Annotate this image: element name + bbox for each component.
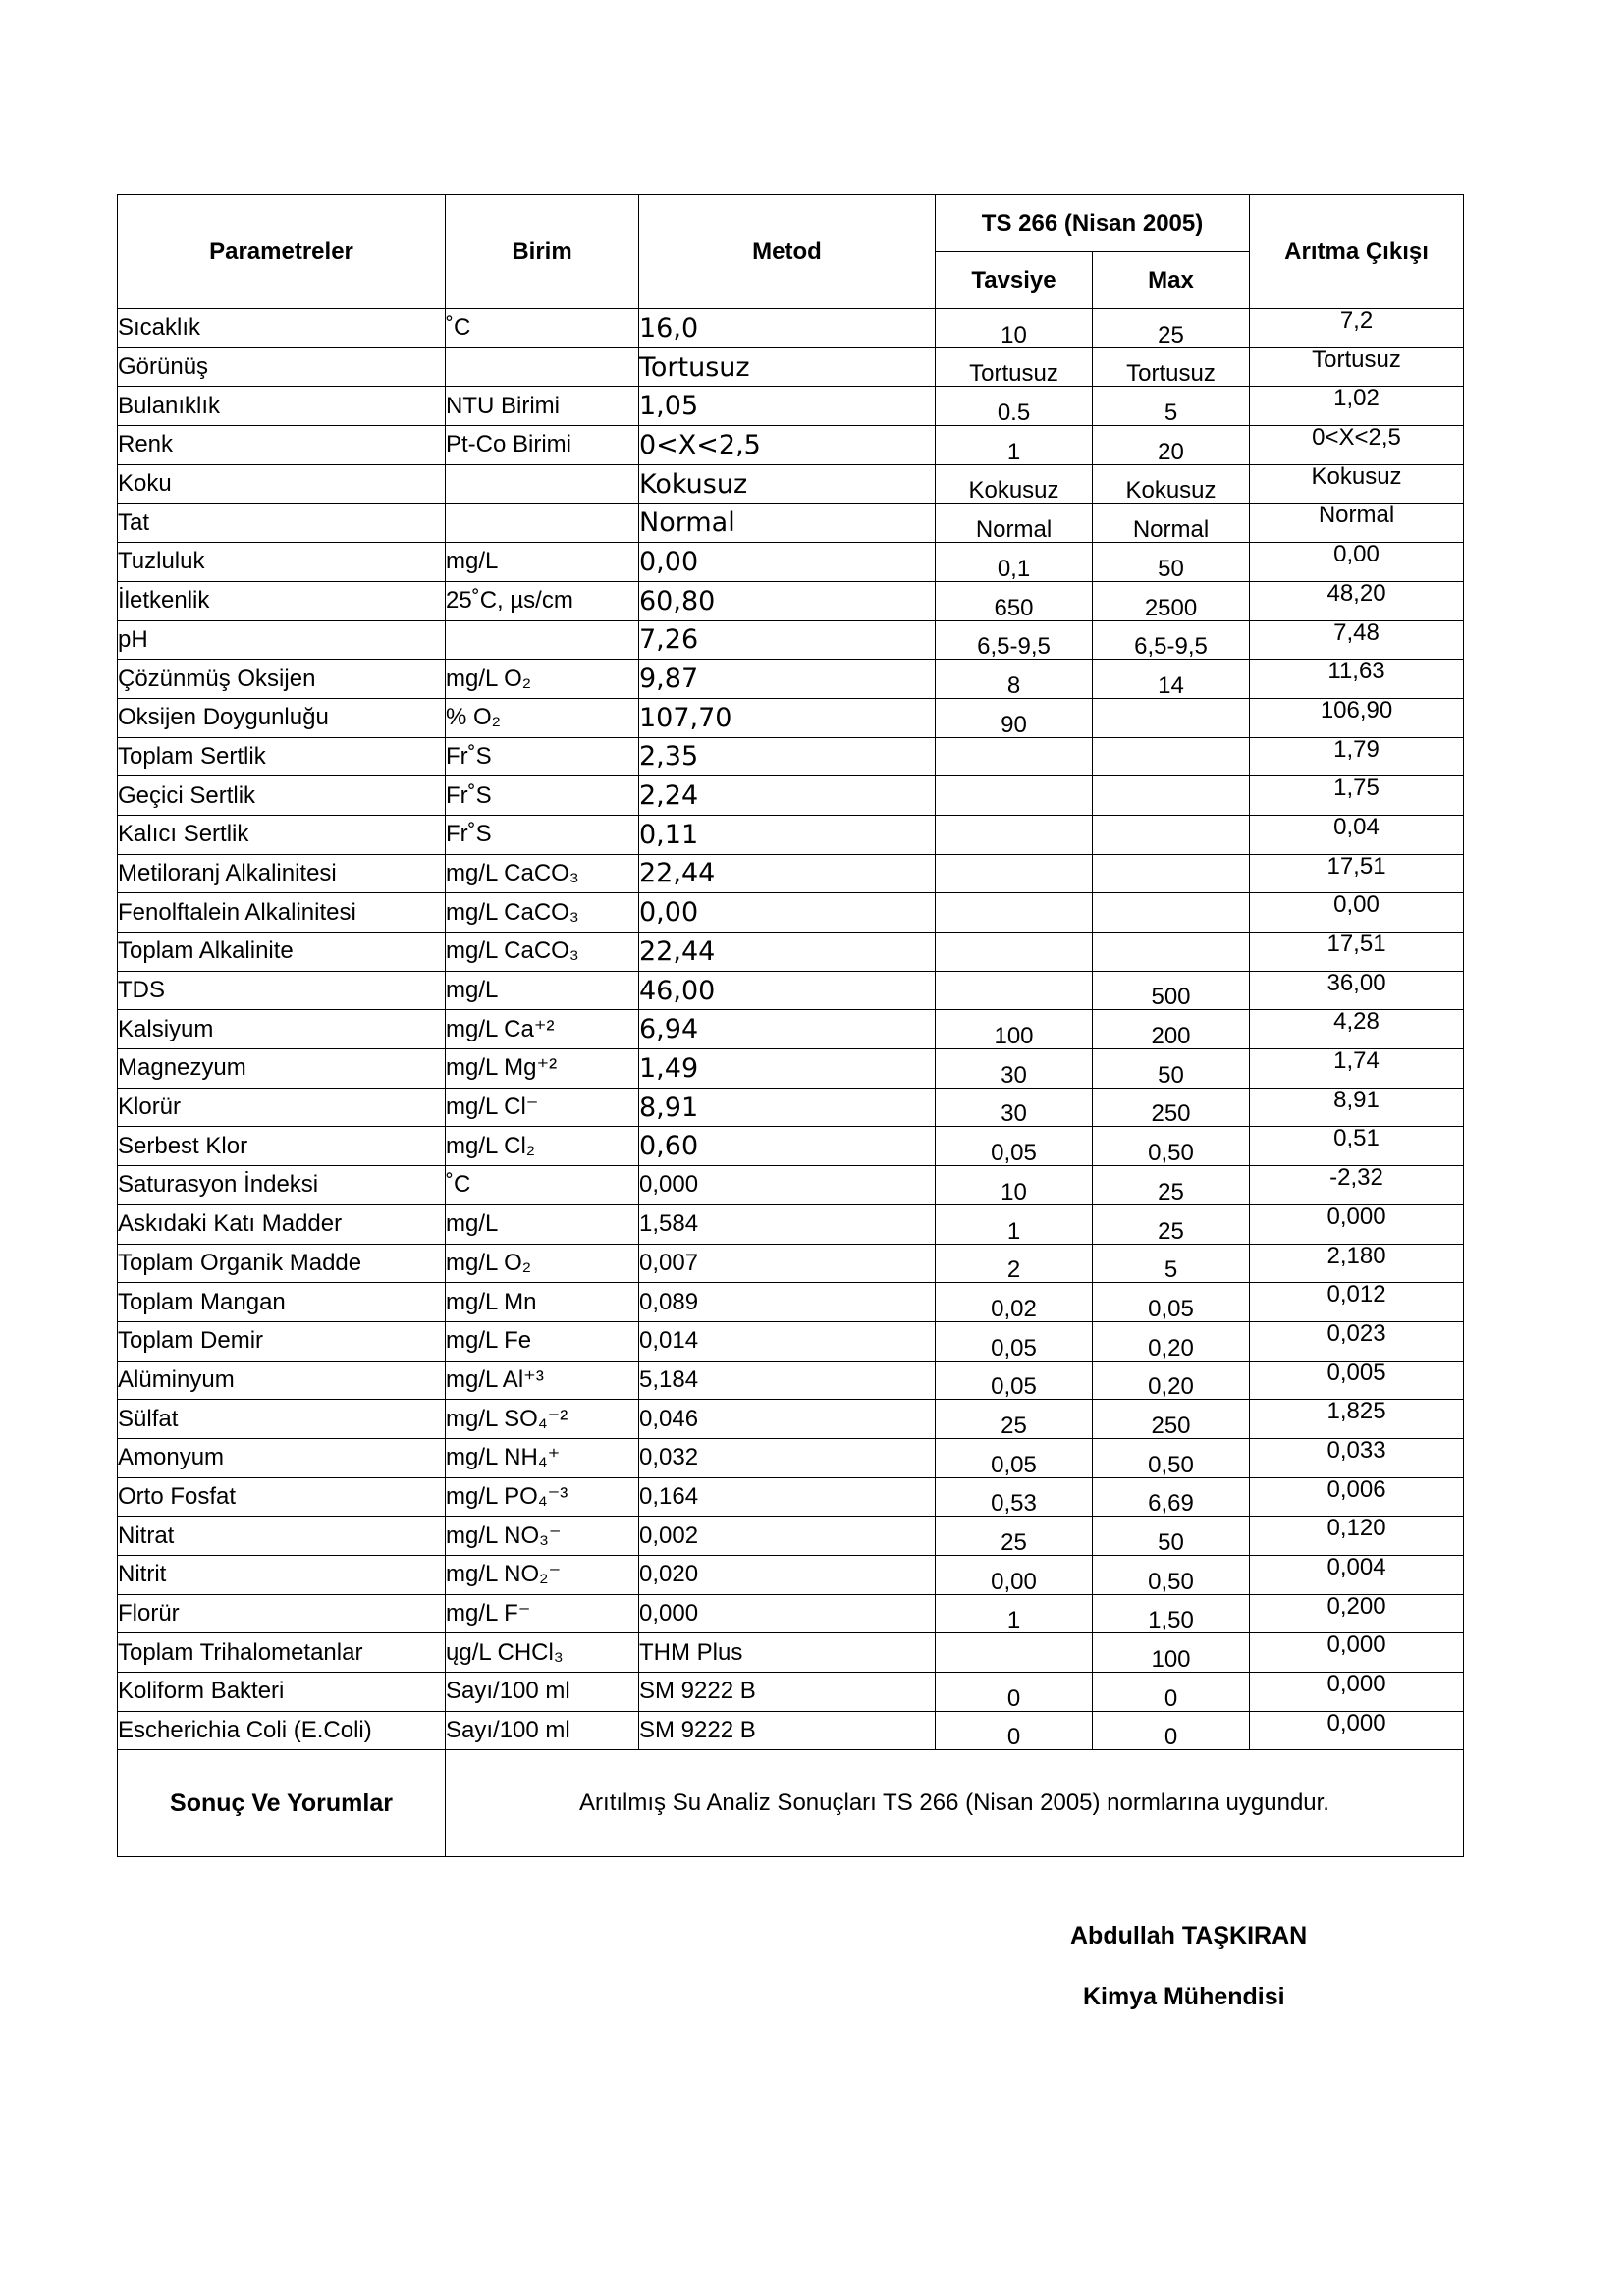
header-max: Max: [1093, 252, 1250, 309]
param-cell: Escherichia Coli (E.Coli): [118, 1711, 446, 1750]
max-cell: [1093, 815, 1250, 854]
table-row: [118, 504, 1464, 543]
method-cell: 0,00: [639, 543, 936, 582]
param-cell: Orto Fosfat: [118, 1477, 446, 1517]
result-text: Arıtılmış Su Analiz Sonuçları TS 266 (Nisan 2005) normlarına uygundur.: [446, 1750, 1464, 1857]
table-body: [118, 309, 1464, 1750]
output-cell: 1,825: [1250, 1400, 1464, 1439]
table-row: [118, 1361, 1464, 1400]
tavsiye-cell: 100: [936, 1010, 1093, 1049]
unit-cell: Fr˚S: [446, 737, 639, 776]
tavsiye-cell: [936, 893, 1093, 933]
method-cell: 22,44: [639, 933, 936, 972]
output-cell: 0,000: [1250, 1204, 1464, 1244]
param-cell: Askıdaki Katı Madder: [118, 1204, 446, 1244]
output-cell: 0,000: [1250, 1673, 1464, 1712]
output-cell: 0,012: [1250, 1283, 1464, 1322]
max-cell: 25: [1093, 1204, 1250, 1244]
unit-cell: mg/L NO₃⁻: [446, 1517, 639, 1556]
output-cell: 106,90: [1250, 698, 1464, 737]
table-row: [118, 347, 1464, 387]
output-cell: 17,51: [1250, 854, 1464, 893]
output-cell: Normal: [1250, 504, 1464, 543]
unit-cell: mg/L SO₄⁻²: [446, 1400, 639, 1439]
method-cell: 0,032: [639, 1438, 936, 1477]
max-cell: 0,50: [1093, 1127, 1250, 1166]
param-cell: Nitrat: [118, 1517, 446, 1556]
method-cell: 1,49: [639, 1049, 936, 1089]
output-cell: 0,51: [1250, 1127, 1464, 1166]
method-cell: 0,002: [639, 1517, 936, 1556]
table-row: [118, 776, 1464, 816]
tavsiye-cell: 30: [936, 1088, 1093, 1127]
max-cell: 0: [1093, 1673, 1250, 1712]
max-cell: 250: [1093, 1088, 1250, 1127]
table-row: [118, 660, 1464, 699]
table-row: [118, 737, 1464, 776]
table-row: [118, 1283, 1464, 1322]
max-cell: 50: [1093, 1517, 1250, 1556]
param-cell: Nitrit: [118, 1556, 446, 1595]
max-cell: 25: [1093, 1166, 1250, 1205]
unit-cell: [446, 347, 639, 387]
unit-cell: mg/L Fe: [446, 1321, 639, 1361]
method-cell: 16,0: [639, 309, 936, 348]
max-cell: 500: [1093, 971, 1250, 1010]
table-row: [118, 815, 1464, 854]
tavsiye-cell: [936, 1633, 1093, 1673]
tavsiye-cell: Normal: [936, 504, 1093, 543]
header-tavsiye: Tavsiye: [936, 252, 1093, 309]
max-cell: 200: [1093, 1010, 1250, 1049]
tavsiye-cell: 0,00: [936, 1556, 1093, 1595]
table-row: [118, 698, 1464, 737]
table-row: [118, 581, 1464, 620]
header-metod: Metod: [639, 195, 936, 309]
output-cell: -2,32: [1250, 1166, 1464, 1205]
table-row: [118, 1556, 1464, 1595]
param-cell: Oksijen Doygunluğu: [118, 698, 446, 737]
max-cell: [1093, 933, 1250, 972]
table-row: [118, 1244, 1464, 1283]
table-row: [118, 971, 1464, 1010]
max-cell: 0,20: [1093, 1361, 1250, 1400]
table-row: [118, 1010, 1464, 1049]
tavsiye-cell: 0,1: [936, 543, 1093, 582]
table-row: [118, 1400, 1464, 1439]
unit-cell: [446, 464, 639, 504]
param-cell: TDS: [118, 971, 446, 1010]
unit-cell: mg/L: [446, 1204, 639, 1244]
max-cell: [1093, 893, 1250, 933]
tavsiye-cell: [936, 776, 1093, 816]
param-cell: Toplam Demir: [118, 1321, 446, 1361]
tavsiye-cell: 1: [936, 1204, 1093, 1244]
unit-cell: mg/L Al⁺³: [446, 1361, 639, 1400]
output-cell: 0,000: [1250, 1633, 1464, 1673]
table-row: [118, 933, 1464, 972]
table-row: [118, 1127, 1464, 1166]
method-cell: 7,26: [639, 620, 936, 660]
param-cell: Klorür: [118, 1088, 446, 1127]
tavsiye-cell: 25: [936, 1517, 1093, 1556]
max-cell: 25: [1093, 309, 1250, 348]
max-cell: 50: [1093, 543, 1250, 582]
method-cell: 107,70: [639, 698, 936, 737]
param-cell: Geçici Sertlik: [118, 776, 446, 816]
output-cell: Tortusuz: [1250, 347, 1464, 387]
method-cell: Normal: [639, 504, 936, 543]
table-row: [118, 1204, 1464, 1244]
method-cell: 0,020: [639, 1556, 936, 1595]
tavsiye-cell: [936, 971, 1093, 1010]
table-row: [118, 620, 1464, 660]
output-cell: 36,00: [1250, 971, 1464, 1010]
method-cell: Kokusuz: [639, 464, 936, 504]
header-standard: TS 266 (Nisan 2005): [936, 195, 1250, 252]
unit-cell: mg/L Cl₂: [446, 1127, 639, 1166]
tavsiye-cell: 90: [936, 698, 1093, 737]
tavsiye-cell: 0,05: [936, 1127, 1093, 1166]
header-aritma-cikisi: Arıtma Çıkışı: [1250, 195, 1464, 309]
signature-name: Abdullah TAŞKIRAN: [1070, 1922, 1308, 1949]
header-birim: Birim: [446, 195, 639, 309]
param-cell: Alüminyum: [118, 1361, 446, 1400]
unit-cell: mg/L F⁻: [446, 1594, 639, 1633]
max-cell: 5: [1093, 1244, 1250, 1283]
max-cell: [1093, 698, 1250, 737]
tavsiye-cell: 0,05: [936, 1321, 1093, 1361]
tavsiye-cell: 25: [936, 1400, 1093, 1439]
output-cell: 2,180: [1250, 1244, 1464, 1283]
method-cell: 8,91: [639, 1088, 936, 1127]
method-cell: 0,164: [639, 1477, 936, 1517]
output-cell: 0,004: [1250, 1556, 1464, 1595]
max-cell: 0: [1093, 1711, 1250, 1750]
param-cell: pH: [118, 620, 446, 660]
unit-cell: mg/L CaCO₃: [446, 854, 639, 893]
max-cell: Tortusuz: [1093, 347, 1250, 387]
unit-cell: mg/L Ca⁺²: [446, 1010, 639, 1049]
param-cell: Kalsiyum: [118, 1010, 446, 1049]
unit-cell: ˚C: [446, 1166, 639, 1205]
signature-title: Kimya Mühendisi: [1083, 1983, 1285, 2010]
param-cell: Görünüş: [118, 347, 446, 387]
max-cell: 5: [1093, 387, 1250, 426]
table-row: [118, 464, 1464, 504]
output-cell: 4,28: [1250, 1010, 1464, 1049]
param-cell: Toplam Organik Madde: [118, 1244, 446, 1283]
param-cell: Serbest Klor: [118, 1127, 446, 1166]
unit-cell: mg/L NO₂⁻: [446, 1556, 639, 1595]
header-parametreler: Parametreler: [118, 195, 446, 309]
max-cell: 0,05: [1093, 1283, 1250, 1322]
param-cell: Magnezyum: [118, 1049, 446, 1089]
output-cell: 7,48: [1250, 620, 1464, 660]
unit-cell: [446, 620, 639, 660]
output-cell: 0,00: [1250, 893, 1464, 933]
tavsiye-cell: 0: [936, 1673, 1093, 1712]
method-cell: 0,007: [639, 1244, 936, 1283]
param-cell: Çözünmüş Oksijen: [118, 660, 446, 699]
max-cell: 20: [1093, 426, 1250, 465]
method-cell: 0,014: [639, 1321, 936, 1361]
analysis-table: [117, 194, 1464, 1857]
param-cell: Tuzluluk: [118, 543, 446, 582]
max-cell: 6,69: [1093, 1477, 1250, 1517]
tavsiye-cell: 8: [936, 660, 1093, 699]
max-cell: 6,5-9,5: [1093, 620, 1250, 660]
unit-cell: [446, 504, 639, 543]
max-cell: [1093, 776, 1250, 816]
method-cell: 2,24: [639, 776, 936, 816]
unit-cell: mg/L O₂: [446, 660, 639, 699]
table-row: [118, 309, 1464, 348]
param-cell: Kalıcı Sertlik: [118, 815, 446, 854]
output-cell: Kokusuz: [1250, 464, 1464, 504]
max-cell: 0,20: [1093, 1321, 1250, 1361]
method-cell: SM 9222 B: [639, 1673, 936, 1712]
method-cell: 0,11: [639, 815, 936, 854]
param-cell: Tat: [118, 504, 446, 543]
output-cell: 17,51: [1250, 933, 1464, 972]
tavsiye-cell: 0,02: [936, 1283, 1093, 1322]
table-row: [118, 426, 1464, 465]
unit-cell: ˚C: [446, 309, 639, 348]
param-cell: Koku: [118, 464, 446, 504]
unit-cell: NTU Birimi: [446, 387, 639, 426]
tavsiye-cell: 1: [936, 426, 1093, 465]
output-cell: 0,200: [1250, 1594, 1464, 1633]
table-row: [118, 1088, 1464, 1127]
param-cell: Sülfat: [118, 1400, 446, 1439]
tavsiye-cell: [936, 737, 1093, 776]
param-cell: Toplam Mangan: [118, 1283, 446, 1322]
tavsiye-cell: 0,05: [936, 1438, 1093, 1477]
output-cell: 0<X<2,5: [1250, 426, 1464, 465]
output-cell: 1,75: [1250, 776, 1464, 816]
method-cell: 6,94: [639, 1010, 936, 1049]
method-cell: 5,184: [639, 1361, 936, 1400]
output-cell: 1,79: [1250, 737, 1464, 776]
output-cell: 1,02: [1250, 387, 1464, 426]
output-cell: 0,023: [1250, 1321, 1464, 1361]
table-row: [118, 1321, 1464, 1361]
table-row: [118, 1166, 1464, 1205]
output-cell: 0,04: [1250, 815, 1464, 854]
tavsiye-cell: [936, 854, 1093, 893]
max-cell: 1,50: [1093, 1594, 1250, 1633]
unit-cell: 25˚C, µs/cm: [446, 581, 639, 620]
unit-cell: ųg/L CHCl₃: [446, 1633, 639, 1673]
max-cell: [1093, 854, 1250, 893]
tavsiye-cell: 0: [936, 1711, 1093, 1750]
param-cell: Toplam Alkalinite: [118, 933, 446, 972]
method-cell: 1,05: [639, 387, 936, 426]
method-cell: SM 9222 B: [639, 1711, 936, 1750]
unit-cell: mg/L CaCO₃: [446, 893, 639, 933]
tavsiye-cell: 650: [936, 581, 1093, 620]
tavsiye-cell: 0,53: [936, 1477, 1093, 1517]
table-row: [118, 543, 1464, 582]
header-row: [118, 195, 1464, 252]
method-cell: 0,60: [639, 1127, 936, 1166]
table-row: [118, 1517, 1464, 1556]
tavsiye-cell: 30: [936, 1049, 1093, 1089]
table-row: [118, 387, 1464, 426]
max-cell: Kokusuz: [1093, 464, 1250, 504]
table-row: [118, 1711, 1464, 1750]
param-cell: Toplam Sertlik: [118, 737, 446, 776]
max-cell: Normal: [1093, 504, 1250, 543]
tavsiye-cell: [936, 815, 1093, 854]
unit-cell: mg/L NH₄⁺: [446, 1438, 639, 1477]
unit-cell: Fr˚S: [446, 815, 639, 854]
unit-cell: mg/L Mn: [446, 1283, 639, 1322]
tavsiye-cell: 10: [936, 309, 1093, 348]
unit-cell: Pt-Co Birimi: [446, 426, 639, 465]
method-cell: 2,35: [639, 737, 936, 776]
max-cell: 250: [1093, 1400, 1250, 1439]
output-cell: 0,000: [1250, 1711, 1464, 1750]
unit-cell: Fr˚S: [446, 776, 639, 816]
unit-cell: % O₂: [446, 698, 639, 737]
tavsiye-cell: [936, 933, 1093, 972]
unit-cell: mg/L: [446, 971, 639, 1010]
output-cell: 0,120: [1250, 1517, 1464, 1556]
table-row: [118, 1049, 1464, 1089]
param-cell: Bulanıklık: [118, 387, 446, 426]
method-cell: 22,44: [639, 854, 936, 893]
method-cell: 1,584: [639, 1204, 936, 1244]
output-cell: 0,033: [1250, 1438, 1464, 1477]
param-cell: Koliform Bakteri: [118, 1673, 446, 1712]
unit-cell: mg/L Mg⁺²: [446, 1049, 639, 1089]
tavsiye-cell: 0,05: [936, 1361, 1093, 1400]
method-cell: 0,000: [639, 1594, 936, 1633]
tavsiye-cell: 0.5: [936, 387, 1093, 426]
output-cell: 0,006: [1250, 1477, 1464, 1517]
output-cell: 11,63: [1250, 660, 1464, 699]
table-row: [118, 1438, 1464, 1477]
unit-cell: mg/L O₂: [446, 1244, 639, 1283]
unit-cell: Sayı/100 ml: [446, 1711, 639, 1750]
output-cell: 1,74: [1250, 1049, 1464, 1089]
tavsiye-cell: 10: [936, 1166, 1093, 1205]
unit-cell: mg/L PO₄⁻³: [446, 1477, 639, 1517]
result-label: Sonuç Ve Yorumlar: [118, 1750, 446, 1857]
method-cell: 0,00: [639, 893, 936, 933]
param-cell: Metiloranj Alkalinitesi: [118, 854, 446, 893]
max-cell: 2500: [1093, 581, 1250, 620]
max-cell: 50: [1093, 1049, 1250, 1089]
tavsiye-cell: 1: [936, 1594, 1093, 1633]
table-row: [118, 1477, 1464, 1517]
table-row: [118, 1633, 1464, 1673]
output-cell: 0,005: [1250, 1361, 1464, 1400]
method-cell: THM Plus: [639, 1633, 936, 1673]
param-cell: Sıcaklık: [118, 309, 446, 348]
method-cell: 0<X<2,5: [639, 426, 936, 465]
tavsiye-cell: 6,5-9,5: [936, 620, 1093, 660]
tavsiye-cell: Tortusuz: [936, 347, 1093, 387]
unit-cell: mg/L CaCO₃: [446, 933, 639, 972]
param-cell: İletkenlik: [118, 581, 446, 620]
max-cell: 0,50: [1093, 1556, 1250, 1595]
unit-cell: mg/L Cl⁻: [446, 1088, 639, 1127]
method-cell: 9,87: [639, 660, 936, 699]
param-cell: Saturasyon İndeksi: [118, 1166, 446, 1205]
result-row: [118, 1750, 1464, 1857]
tavsiye-cell: 2: [936, 1244, 1093, 1283]
max-cell: 0,50: [1093, 1438, 1250, 1477]
output-cell: 0,00: [1250, 543, 1464, 582]
tavsiye-cell: Kokusuz: [936, 464, 1093, 504]
param-cell: Fenolftalein Alkalinitesi: [118, 893, 446, 933]
output-cell: 7,2: [1250, 309, 1464, 348]
method-cell: 0,000: [639, 1166, 936, 1205]
unit-cell: mg/L: [446, 543, 639, 582]
method-cell: 0,046: [639, 1400, 936, 1439]
table-row: [118, 1594, 1464, 1633]
table-row: [118, 1673, 1464, 1712]
param-cell: Toplam Trihalometanlar: [118, 1633, 446, 1673]
method-cell: 0,089: [639, 1283, 936, 1322]
method-cell: Tortusuz: [639, 347, 936, 387]
max-cell: 14: [1093, 660, 1250, 699]
max-cell: [1093, 737, 1250, 776]
unit-cell: Sayı/100 ml: [446, 1673, 639, 1712]
param-cell: Amonyum: [118, 1438, 446, 1477]
method-cell: 60,80: [639, 581, 936, 620]
output-cell: 48,20: [1250, 581, 1464, 620]
method-cell: 46,00: [639, 971, 936, 1010]
table-row: [118, 854, 1464, 893]
param-cell: Florür: [118, 1594, 446, 1633]
max-cell: 100: [1093, 1633, 1250, 1673]
param-cell: Renk: [118, 426, 446, 465]
table-row: [118, 893, 1464, 933]
output-cell: 8,91: [1250, 1088, 1464, 1127]
